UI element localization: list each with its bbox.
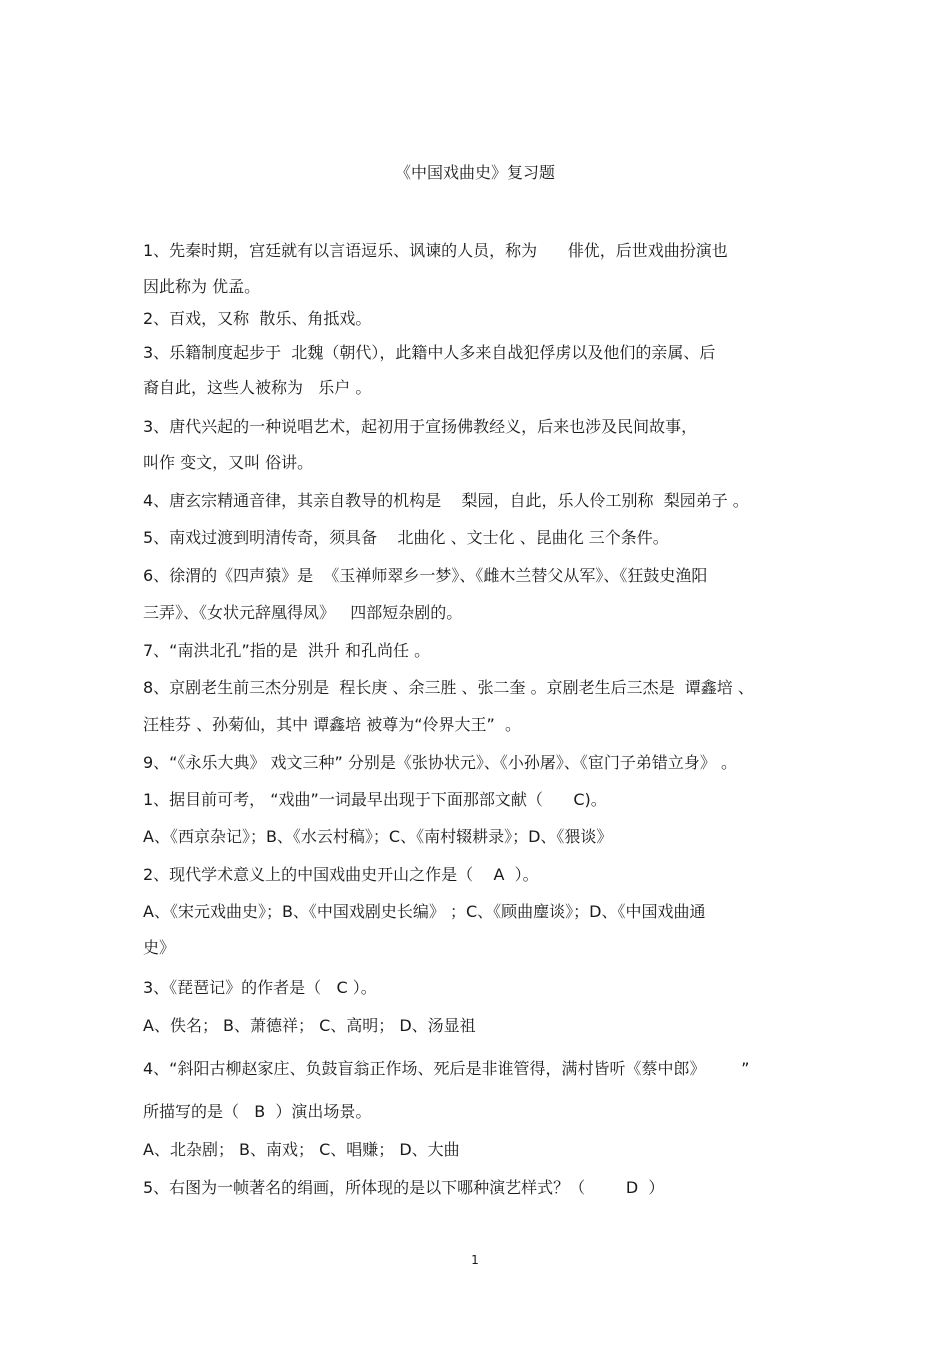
text-line: A、北杂剧； B、南戏； C、唱赚； D、大曲	[143, 1140, 460, 1159]
text-line: 所描写的是（ B ）演出场景。	[143, 1102, 372, 1121]
text-line: 2、现代学术意义上的中国戏曲史开山之作是（ A ）。	[143, 865, 539, 884]
text-line: 因此称为 优孟。	[143, 277, 261, 296]
text-line: 三弄》、《女状元辞凰得凤》 四部短杂剧的。	[143, 603, 463, 622]
text-line: A、《西京杂记》；B、《水云村稿》；C、《南村辍耕录》；D、《猥谈》	[143, 827, 613, 846]
text-line: 3、唐代兴起的一种说唱艺术，起初用于宣扬佛教经义，后来也涉及民间故事，	[143, 417, 698, 436]
text-line: 汪桂芬 、孙菊仙，其中 谭鑫培 被尊为“伶界大王” 。	[143, 715, 522, 734]
text-line: 5、南戏过渡到明清传奇，须具备 北曲化 、文士化 、昆曲化 三个条件。	[143, 528, 669, 547]
text-line: 3、《琵琶记》的作者是（ C ）。	[143, 978, 377, 997]
text-line: 裔自此，这些人被称为 乐户 。	[143, 378, 372, 397]
text-line: 4、“斜阳古柳赵家庄、负鼓盲翁正作场、死后是非谁管得，满村皆听《蔡中郎》 ”	[143, 1059, 750, 1078]
text-line: 叫作 变文，又叫 俗讲。	[143, 453, 314, 472]
text-line: 5、右图为一帧著名的绢画，所体现的是以下哪种演艺样式？（ D ）	[143, 1178, 665, 1197]
text-line: A、《宋元戏曲史》；B、《中国戏剧史长编》 ；C、《顾曲麈谈》；D、《中国戏曲通	[143, 902, 706, 921]
text-line: 9、“《永乐大典》 戏文三种” 分别是《张协状元》、《小孙屠》、《宦门子弟错立身》 。	[143, 753, 738, 772]
text-line: 3、乐籍制度起步于 北魏（朝代），此籍中人多来自战犯俘虏以及他们的亲属、后	[143, 343, 716, 362]
text-line: 2、百戏，又称 散乐、角抵戏。	[143, 309, 372, 328]
text-line: 4、唐玄宗精通音律，其亲自教导的机构是 梨园，自此，乐人伶工别称 梨园弟子 。	[143, 491, 749, 510]
page-number: 1	[471, 1253, 479, 1267]
text-line: 6、徐渭的《四声猿》是 《玉禅师翠乡一梦》、《雌木兰替父从军》、《狂鼓史渔阳	[143, 566, 708, 585]
document-title: 《中国戏曲史》复习题	[394, 163, 555, 182]
text-line: 1、据目前可考， “戏曲”一词最早出现于下面那部文献（ C)。	[143, 790, 607, 809]
text-line: 史》	[143, 938, 176, 957]
text-line: 8、京剧老生前三杰分别是 程长庚 、余三胜 、张二奎 。京剧老生后三杰是 谭鑫培 、	[143, 678, 754, 697]
text-line: 1、先秦时期，宫廷就有以言语逗乐、讽谏的人员，称为 俳优，后世戏曲扮演也	[143, 241, 728, 260]
text-line: 7、“南洪北孔”指的是 洪升 和孔尚任 。	[143, 641, 431, 660]
text-line: A、佚名； B、萧德祥； C、高明； D、汤显祖	[143, 1016, 476, 1035]
